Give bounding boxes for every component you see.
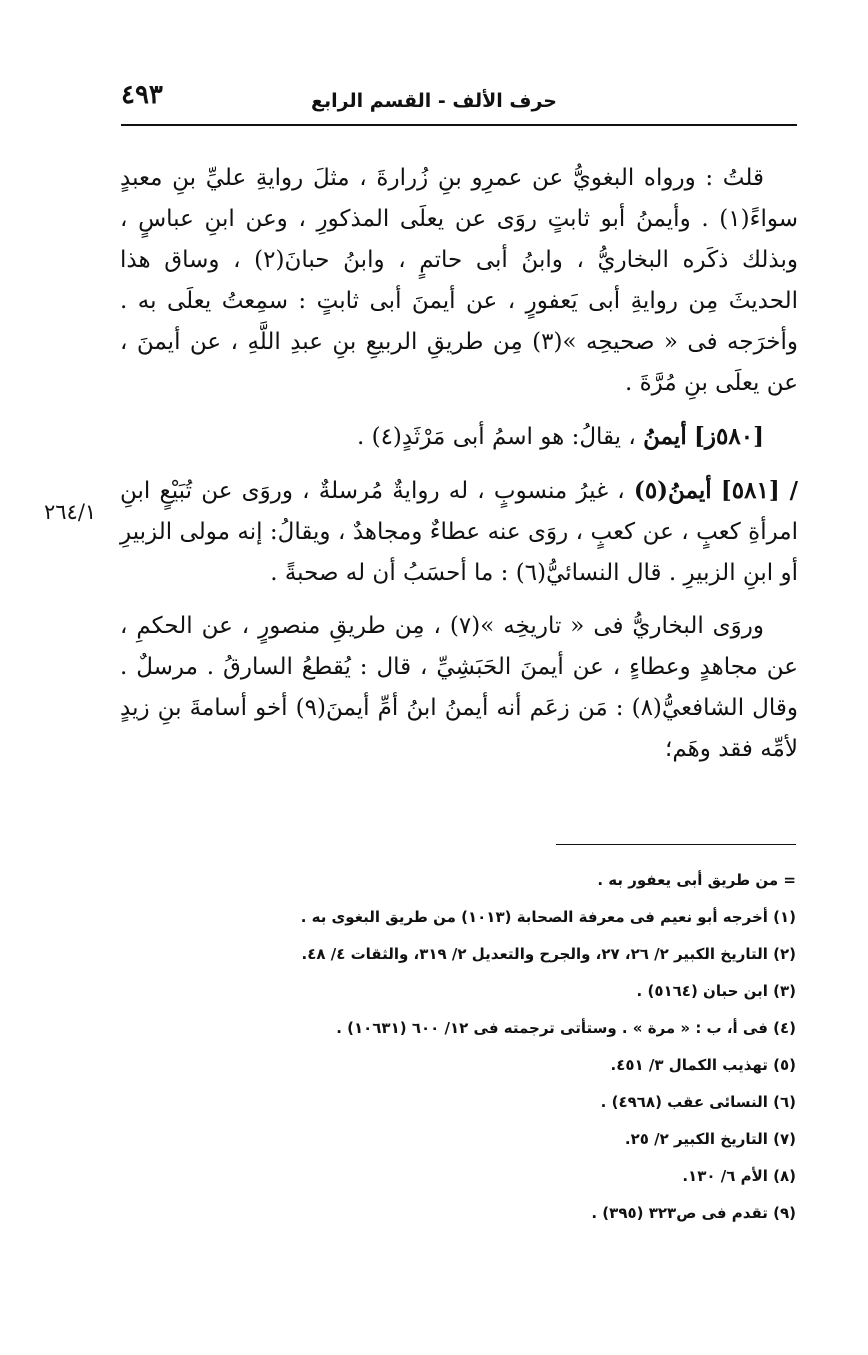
margin-volume-page-note: ٢٦٤/١ bbox=[44, 500, 97, 524]
footnote-6: (٦) النسائى عقب (٤٩٦٨) . bbox=[600, 1093, 796, 1111]
entry-581-text: ، غيرُ منسوبٍ ، له روايةٌ مُرسلةٌ ، وروَى عن تُبَيْعٍ ابنِ امرأةِ كعبٍ ، عن كعبٍ ، روَى عنه عطاءٌ ومجاهدٌ ، ويقالُ: إنه مولى الزبيرِ أو ابنِ الزبيرِ . قال النسائيُّ(٦) : ما أحسَبُ أن له صحبةً . bbox=[120, 478, 798, 586]
footnotes-list bbox=[236, 862, 796, 1232]
paragraph-qultu: قلتُ : ورواه البغويُّ عن عمرِو بنِ زُرارةَ ، مثلَ روايةِ عليِّ بنِ معبدٍ سواءً(١) . وأيمنُ أبو ثابتٍ روَى عن يعلَى المذكورِ ، وعن ابنِ عباسٍ ، وبذلك ذكَره البخاريُّ ، وابنُ أبى حاتمٍ ، وابنُ حبانَ(٢) ، وساق هذا الحديثَ مِن روايةِ أبى يَعفورٍ ، عن أيمنَ أبى ثابتٍ : سمِعتُ يعلَى به . وأخرَجه فى « صحيحِه »(٣) مِن طريقِ الربيعِ بنِ عبدِ اللَّهِ ، عن أيمنَ ، عن يعلَى بنِ مُرَّةَ . bbox=[120, 165, 799, 396]
entry-581-name: أيمنُ(٥) bbox=[633, 477, 712, 504]
footnote-3: (٣) ابن حبان (٥١٦٤) . bbox=[636, 982, 796, 1000]
entry-580-text: ، يقالُ: هو اسمُ أبى مَرْثَدٍ(٤) . bbox=[356, 424, 636, 450]
entry-580 bbox=[120, 416, 798, 458]
entry-581-number: / [٥٨١] bbox=[720, 477, 798, 504]
footnote-continuation: = من طريق أبى يعفور به . bbox=[597, 871, 796, 889]
footnote-1: (١) أخرجه أبو نعيم فى معرفة الصحابة (١٠١٣) من طريق البغوى به . bbox=[300, 908, 796, 926]
footnote-4: (٤) فى أ، ب : « مرة » . وستأتى ترجمته فى ١٢/ ٦٠٠ (١٠٦٣١) . bbox=[336, 1019, 796, 1037]
footnote-7: (٧) التاريخ الكبير ٢/ ٢٥. bbox=[624, 1130, 796, 1148]
footnote-2: (٢) التاريخ الكبير ٢/ ٢٦، ٢٧، والجرح والتعديل ٢/ ٣١٩، والثقات ٤/ ٤٨. bbox=[301, 945, 796, 963]
entry-581 bbox=[120, 470, 798, 594]
header-rule bbox=[121, 124, 797, 126]
entry-580-number: [٥٨٠ز] bbox=[694, 423, 764, 450]
footnote-rule bbox=[556, 844, 796, 845]
footnote-9: (٩) تقدم فى ص٣٢٣ (٣٩٥) . bbox=[591, 1204, 796, 1222]
running-head: حرف الألف - القسم الرابع bbox=[311, 90, 557, 112]
entry-580-name: أيمنُ bbox=[643, 423, 687, 450]
footnote-8: (٨) الأم ٦/ ١٣٠. bbox=[682, 1167, 796, 1185]
paragraph-bukhari: وروَى البخاريُّ فى « تاريخِه »(٧) ، مِن طريقِ منصورٍ ، عن الحكمِ ، عن مجاهدٍ وعطاءٍ ، عن أيمنَ الحَبَشِيِّ ، قال : يُقطعُ السارقُ . مرسلٌ . وقال الشافعيُّ(٨) : مَن زعَم أنه أيمنُ ابنُ أمِّ أيمنَ(٩) أخو أسامةَ بنِ زيدٍ لأمِّه فقد وهَم؛ bbox=[120, 613, 798, 762]
page-number: ٤٩٣ bbox=[121, 80, 163, 110]
footnote-5: (٥) تهذيب الكمال ٣/ ٤٥١. bbox=[610, 1056, 796, 1074]
main-text bbox=[120, 158, 798, 782]
